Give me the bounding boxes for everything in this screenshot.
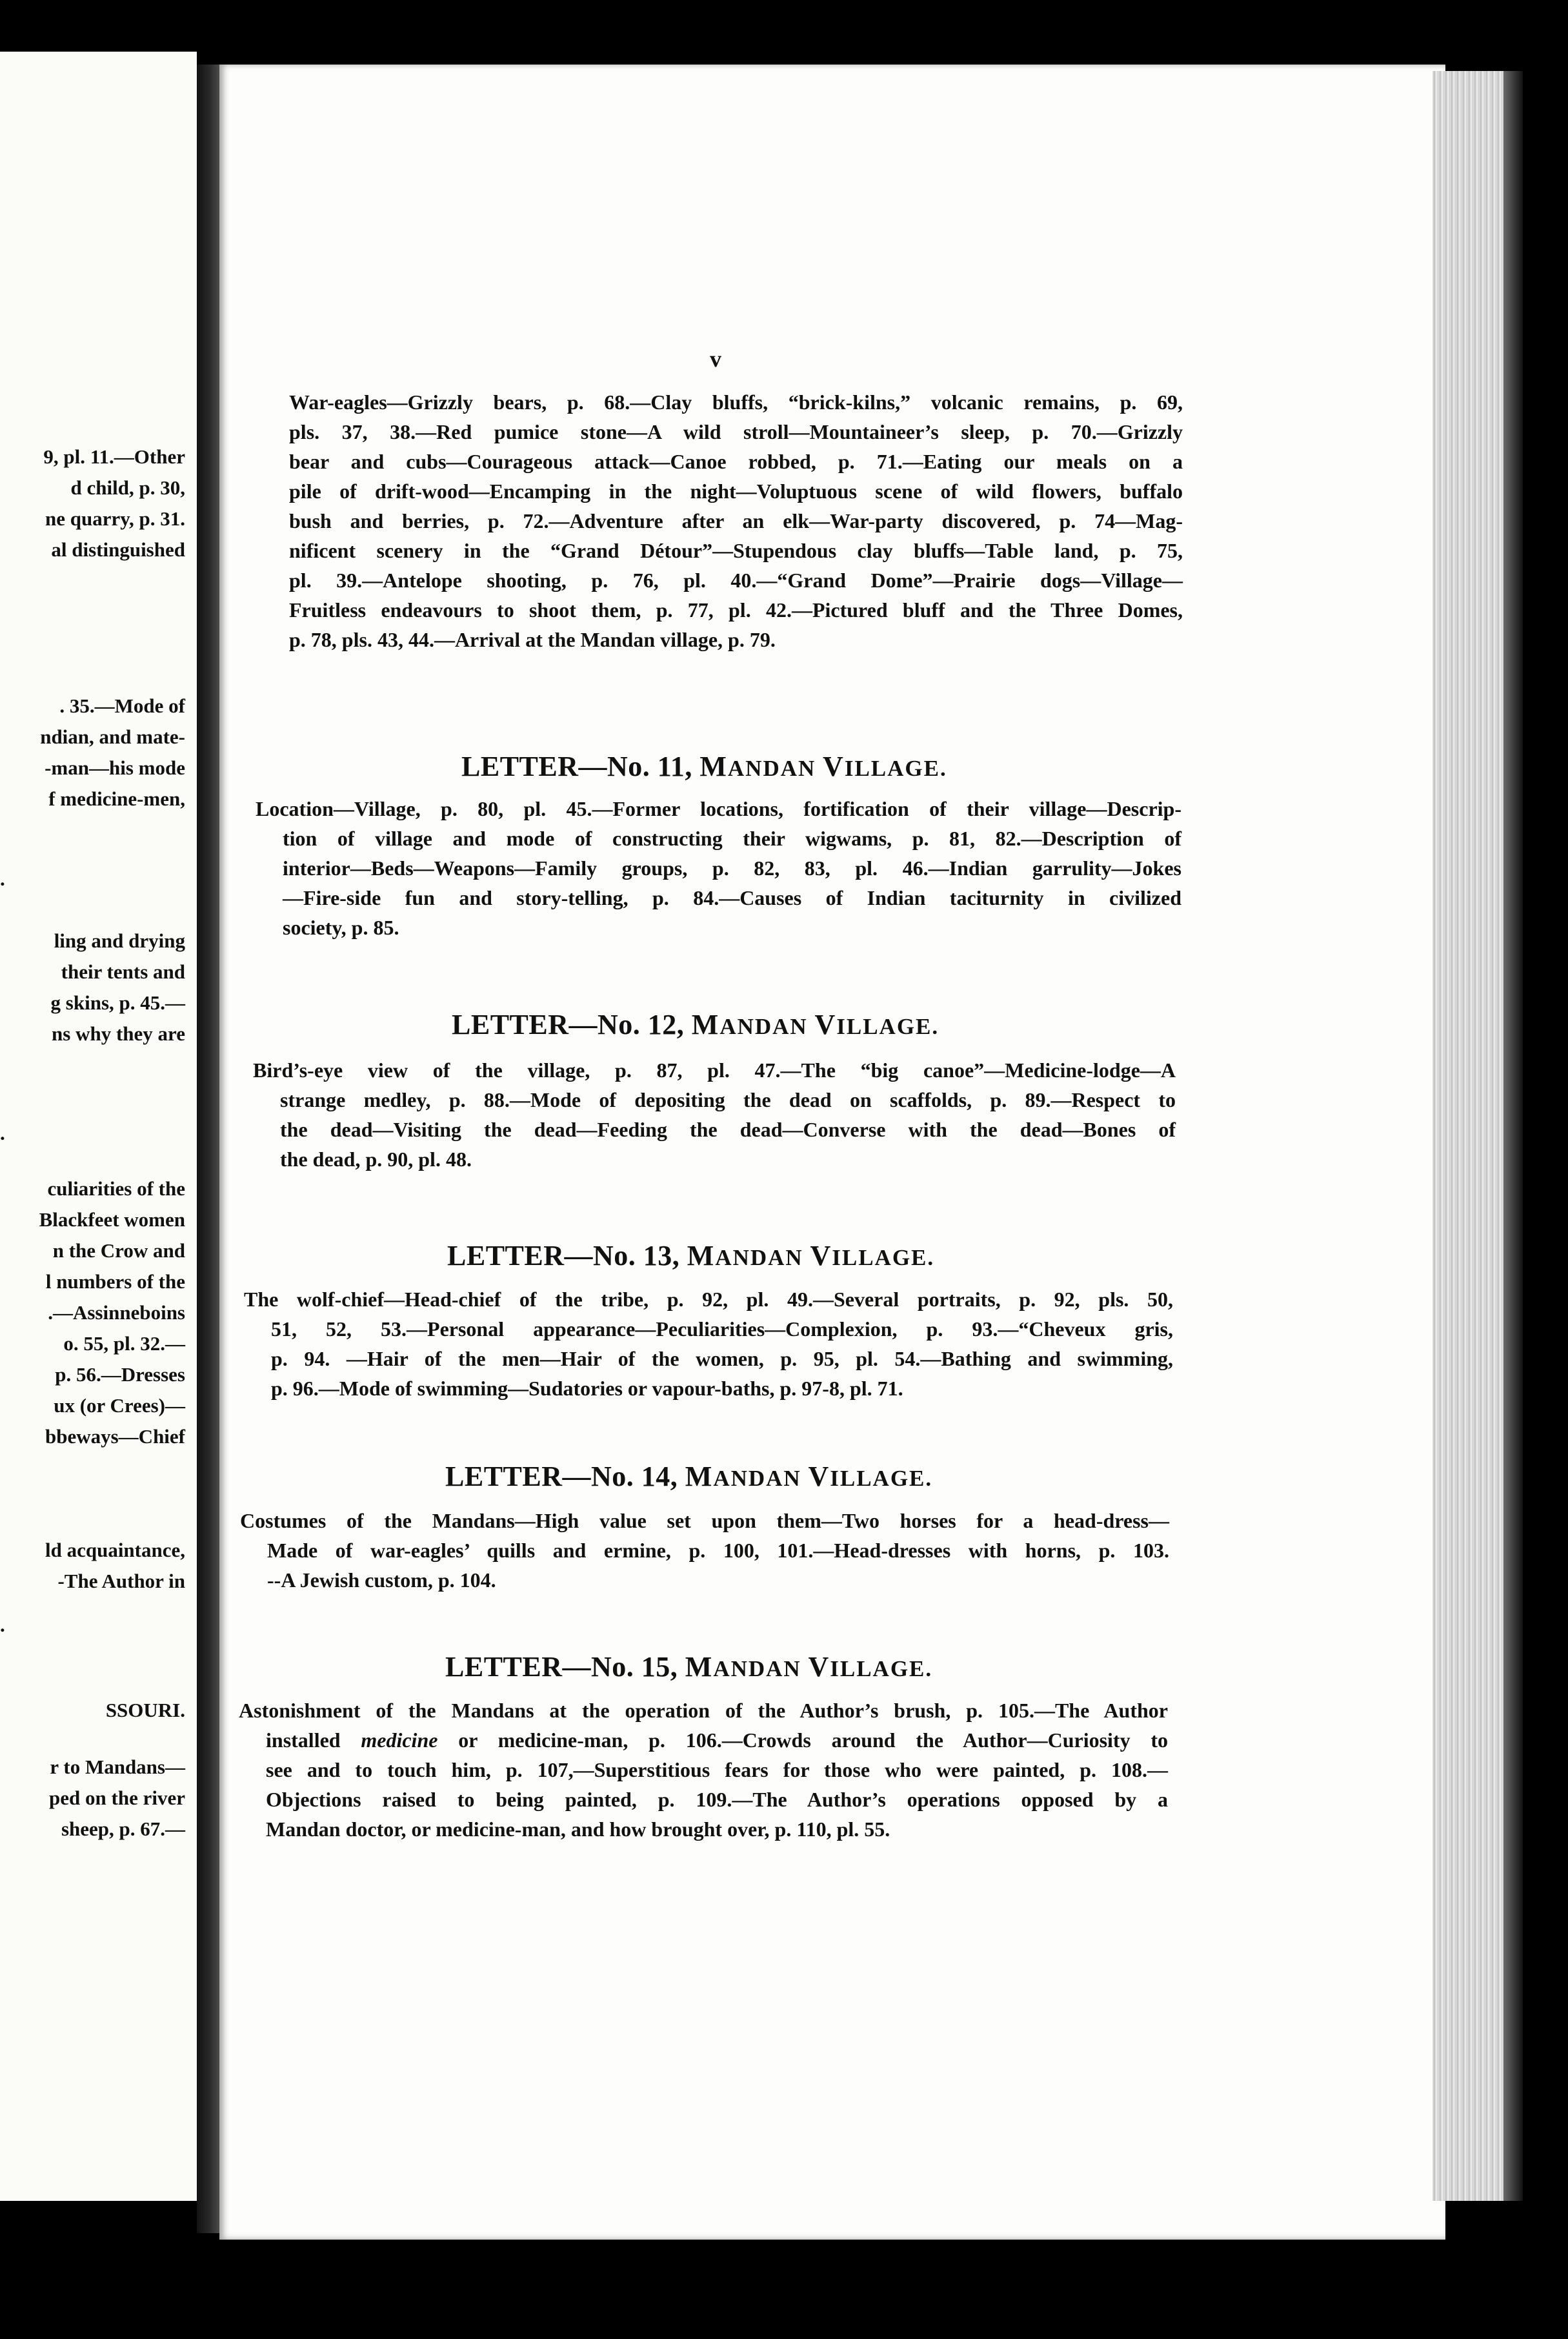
- previous-page-line: ux (or Crees)—: [54, 1394, 185, 1417]
- text-line: Objections raised to being painted, p. 109.—The Author’s operations opposed by a: [266, 1788, 1168, 1811]
- letter-heading-number: LETTER—No. 12,: [452, 1009, 685, 1040]
- text-line: pile of drift-wood—Encamping in the night—Voluptuous scene of wild flowers, buffalo: [289, 480, 1183, 503]
- previous-page-line: ped on the river: [49, 1787, 185, 1809]
- text-line: society, p. 85.: [283, 916, 399, 939]
- previous-page-line: ld acquaintance,: [45, 1539, 185, 1561]
- previous-page-line: n the Crow and: [52, 1239, 185, 1262]
- text-line: Fruitless endeavours to shoot them, p. 77, pl. 42.—Pictured bluff and the Three Domes,: [289, 598, 1183, 622]
- text-line: bear and cubs—Courageous attack—Canoe robbed, p. 71.—Eating our meals on a: [289, 450, 1183, 473]
- previous-page-line: o. 55, pl. 32.—: [63, 1332, 185, 1355]
- text-line: interior—Beds—Weapons—Family groups, p. 82, 83, pl. 46.—Indian garrulity—Jokes: [283, 856, 1181, 880]
- letter-heading: [445, 1650, 932, 1683]
- letter-summary: [253, 1055, 1176, 1174]
- previous-page-line: r to Mandans—: [50, 1756, 185, 1778]
- previous-page-line: ndian, and mate-: [40, 725, 185, 748]
- text-line: Made of war-eagles’ quills and ermine, p. 100, 101.—Head-dresses with horns, p. 103.: [267, 1539, 1169, 1562]
- letter-heading-place: MANDAN VILLAGE.: [685, 1461, 933, 1492]
- book-gutter: [197, 65, 223, 2233]
- previous-page-line: their tents and: [61, 960, 185, 983]
- text-line: —Fire-side fun and story-telling, p. 84.—Causes of Indian taciturnity in civilized: [283, 886, 1181, 909]
- previous-page-line: p. 56.—Dresses: [55, 1363, 185, 1386]
- letter-heading: [452, 1008, 939, 1041]
- text-line: see and to touch him, p. 107,—Superstitious fears for those who were painted, p. 108.—: [266, 1758, 1168, 1781]
- previous-page-line: culiarities of the: [47, 1177, 185, 1200]
- previous-page-line: ns why they are: [52, 1022, 185, 1045]
- page-edges: [1432, 71, 1510, 2201]
- previous-page-line: .—Assinneboins: [48, 1301, 185, 1324]
- letter-summary: [240, 1506, 1169, 1595]
- letter-heading: [445, 1460, 932, 1493]
- previous-page-line: . 35.—Mode of: [59, 694, 185, 717]
- page-folio: v: [710, 346, 721, 372]
- text-line: p. 96.—Mode of swimming—Sudatories or vapour-baths, p. 97-8, pl. 71.: [271, 1377, 903, 1400]
- previous-page-line: 9, pl. 11.—Other: [43, 445, 185, 468]
- text-line: p. 94. —Hair of the men—Hair of the women, p. 95, pl. 54.—Bathing and swimming,: [271, 1347, 1173, 1370]
- letter-heading-place: MANDAN VILLAGE.: [699, 751, 947, 782]
- letter-heading: [447, 1239, 934, 1272]
- previous-page-line: l numbers of the: [45, 1270, 185, 1293]
- text-line: nificent scenery in the “Grand Détour”—Stupendous clay bluffs—Table land, p. 75,: [289, 539, 1183, 562]
- text-line: War-eagles—Grizzly bears, p. 68.—Clay bluffs, “brick-kilns,” volcanic remains, p. 69,: [289, 390, 1183, 414]
- text-line: Location—Village, p. 80, pl. 45.—Former locations, fortification of their village—Descrip-: [256, 797, 1181, 820]
- previous-page: [0, 52, 197, 2201]
- letter-heading-number: LETTER—No. 13,: [447, 1240, 680, 1271]
- page-edges-shadow: [1503, 71, 1523, 2201]
- letter-heading-place: MANDAN VILLAGE.: [685, 1651, 933, 1683]
- letter-summary: [239, 1696, 1168, 1844]
- text-line: strange medley, p. 88.—Mode of depositing the dead on scaffolds, p. 89.—Respect to: [280, 1088, 1176, 1111]
- previous-page-line: .: [0, 1614, 5, 1636]
- previous-page-line: SSOURI.: [105, 1699, 185, 1721]
- text-line: Bird’s-eye view of the village, p. 87, pl. 47.—The “big canoe”—Medicine-lodge—A: [253, 1058, 1176, 1082]
- previous-page-line: ling and drying: [54, 929, 185, 952]
- text-line: Costumes of the Mandans—High value set upon them—Two horses for a head-dress—: [240, 1509, 1169, 1532]
- letter-summary: [244, 1284, 1173, 1403]
- letter-heading-place: MANDAN VILLAGE.: [691, 1009, 940, 1040]
- letter-heading: [461, 750, 947, 783]
- text-line: 51, 52, 53.—Personal appearance—Peculiarities—Complexion, p. 93.—“Cheveux gris,: [271, 1317, 1173, 1341]
- text-line: --A Jewish custom, p. 104.: [267, 1568, 496, 1592]
- letter-summary: [256, 794, 1181, 942]
- previous-page-line: d child, p. 30,: [70, 476, 185, 499]
- previous-page-line: .: [0, 867, 5, 890]
- previous-page-line: ne quarry, p. 31.: [45, 507, 185, 530]
- text-line: p. 78, pls. 43, 44.—Arrival at the Mandan village, p. 79.: [289, 628, 776, 651]
- previous-page-line: Blackfeet women: [39, 1208, 185, 1231]
- text-line: Mandan doctor, or medicine-man, and how brought over, p. 110, pl. 55.: [266, 1818, 890, 1841]
- text-line: pl. 39.—Antelope shooting, p. 76, pl. 40.—“Grand Dome”—Prairie dogs—Village—: [289, 569, 1183, 592]
- text-line: Astonishment of the Mandans at the operation of the Author’s brush, p. 105.—The Author: [239, 1699, 1168, 1722]
- text-line: the dead, p. 90, pl. 48.: [280, 1148, 472, 1171]
- text-line: bush and berries, p. 72.—Adventure after an elk—War-party discovered, p. 74—Mag-: [289, 509, 1183, 532]
- text-line: The wolf-chief—Head-chief of the tribe, p. 92, pl. 49.—Several portraits, p. 92, pls. 50,: [244, 1288, 1173, 1311]
- text-line: tion of village and mode of constructing their wigwams, p. 81, 82.—Description of: [283, 827, 1181, 850]
- previous-page-line: bbeways—Chief: [45, 1425, 185, 1448]
- previous-page-line: -The Author in: [57, 1570, 185, 1592]
- previous-page-line: .: [0, 1122, 5, 1144]
- letter-heading-number: LETTER—No. 14,: [445, 1461, 678, 1492]
- previous-page-line: al distinguished: [51, 538, 185, 561]
- text-line: installed medicine or medicine-man, p. 106.—Crowds around the Author—Curiosity to: [266, 1728, 1169, 1752]
- previous-page-line: -man—his mode: [45, 756, 185, 779]
- text-line: pls. 37, 38.—Red pumice stone—A wild stroll—Mountaineer’s sleep, p. 70.—Grizzly: [289, 420, 1183, 443]
- letter-heading-number: LETTER—No. 11,: [461, 751, 692, 782]
- text-line: the dead—Visiting the dead—Feeding the dead—Converse with the dead—Bones of: [280, 1118, 1176, 1141]
- previous-page-line: g skins, p. 45.—: [50, 991, 185, 1014]
- intro-paragraph: [289, 387, 1183, 654]
- previous-page-line: sheep, p. 67.—: [61, 1818, 185, 1840]
- previous-page-line: f medicine-men,: [48, 787, 185, 810]
- letter-heading-place: MANDAN VILLAGE.: [687, 1240, 935, 1271]
- letter-heading-number: LETTER—No. 15,: [445, 1651, 678, 1683]
